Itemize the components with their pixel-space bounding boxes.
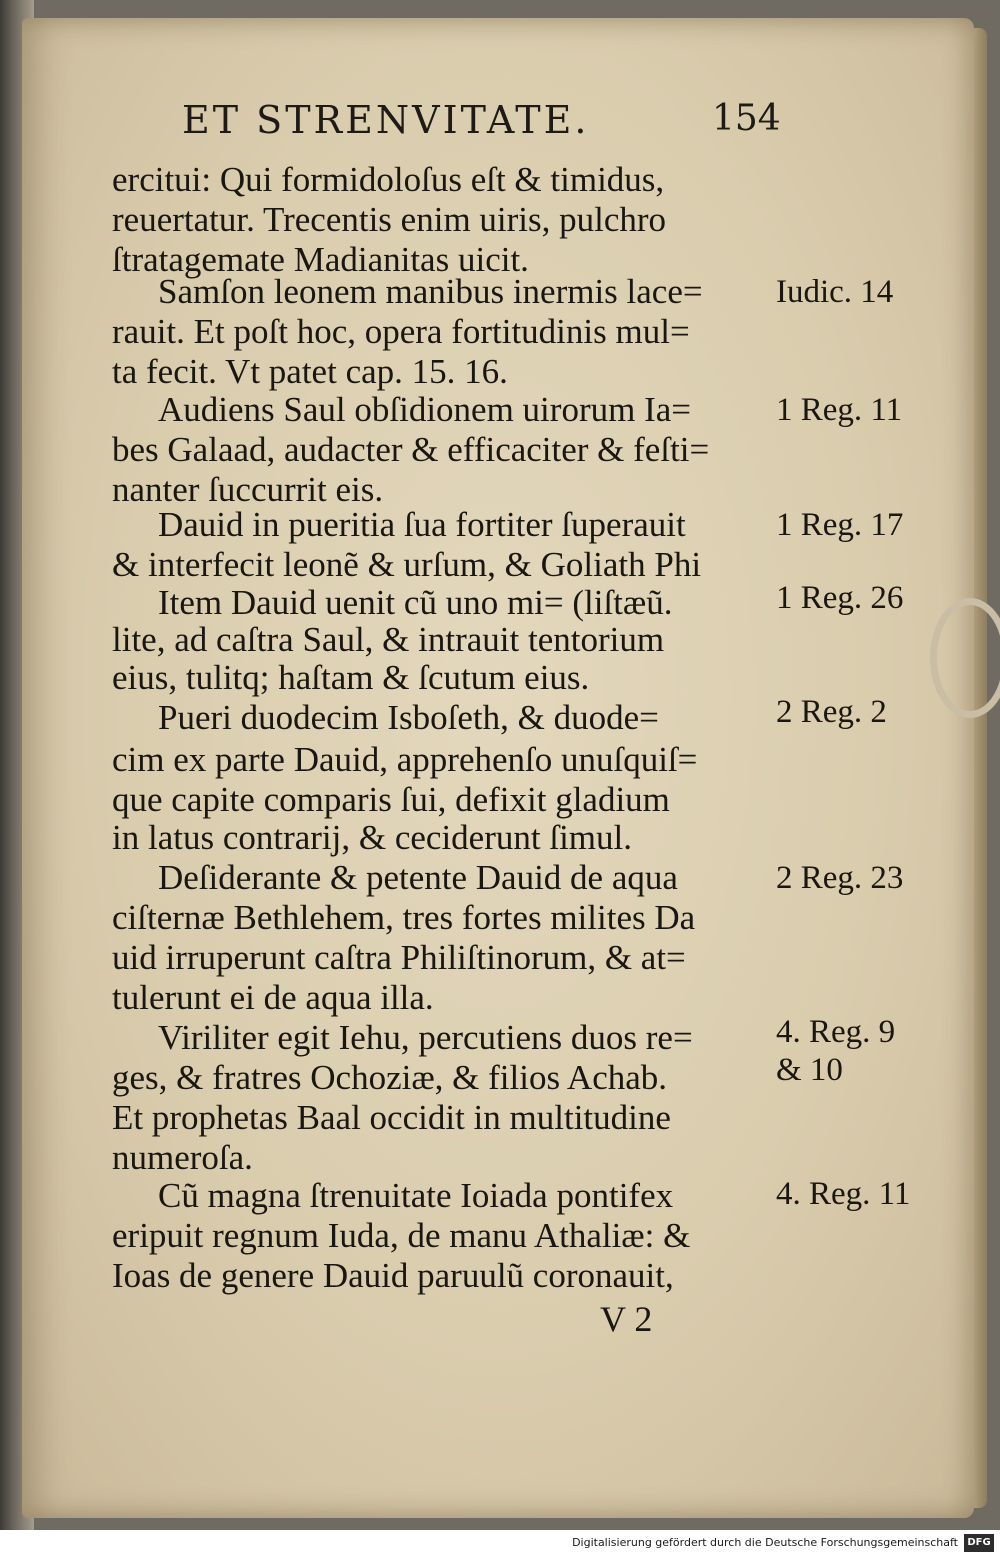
text-line: Cũ magna ſtrenuitate Ioiada pontifex bbox=[158, 1176, 674, 1215]
marginal-note: 1 Reg. 17 bbox=[776, 507, 904, 543]
text-line: Deſiderante & petente Dauid de aqua bbox=[158, 858, 678, 897]
text-line: lite, ad caſtra Saul, & intrauit tentorium bbox=[112, 620, 665, 659]
text-line: numeroſa. bbox=[112, 1138, 253, 1177]
text-line: nanter ſuccurrit eis. bbox=[112, 470, 384, 509]
text-line: eius, tulitq; haſtam & ſcutum eius. bbox=[112, 658, 590, 697]
text-line: Samſon leonem manibus inermis lace= bbox=[158, 272, 703, 311]
marginal-note: 1 Reg. 26 bbox=[776, 580, 904, 616]
text-line: Audiens Saul obſidionem uirorum Ia= bbox=[158, 390, 691, 429]
funding-credit: Digitalisierung gefördert durch die Deutsche Forschungsgemeinschaft bbox=[572, 1536, 958, 1549]
running-title: ET STRENVITATE. bbox=[182, 98, 590, 142]
text-line: bes Galaad, audacter & efficaciter & feſti= bbox=[112, 430, 710, 469]
page-number: 154 bbox=[712, 98, 781, 139]
text-line: & interfecit leonẽ & urſum, & Goliath Phi bbox=[112, 545, 702, 584]
marginal-note: 1 Reg. 11 bbox=[776, 392, 903, 428]
text-line: Et prophetas Baal occidit in multitudine bbox=[112, 1098, 671, 1137]
text-line: rauit. Et poſt hoc, opera fortitudinis mul= bbox=[112, 312, 690, 351]
text-line: cim ex parte Dauid, apprehenſo unuſquiſ= bbox=[112, 740, 698, 779]
text-line: Viriliter egit Iehu, percutiens duos re= bbox=[158, 1018, 693, 1057]
signature-mark: V 2 bbox=[600, 1299, 653, 1339]
text-line: eripuit regnum Iuda, de manu Athaliæ: & bbox=[112, 1216, 691, 1255]
text-line: Dauid in pueritia ſua fortiter ſuperauit bbox=[158, 505, 686, 544]
text-line: reuertatur. Trecentis enim uiris, pulchro bbox=[112, 200, 667, 239]
text-line: tulerunt ei de aqua illa. bbox=[112, 978, 434, 1017]
text-line: ges, & fratres Ochoziæ, & filios Achab. bbox=[112, 1058, 668, 1097]
text-line: uid irruperunt caſtra Philiſtinorum, & at= bbox=[112, 938, 686, 977]
text-line: Pueri duodecim Isboſeth, & duode= bbox=[158, 698, 659, 737]
marginal-note: 4. Reg. 11 bbox=[776, 1176, 911, 1212]
dfg-logo: DFG bbox=[964, 1534, 994, 1552]
text-line: Ioas de genere Dauid paruulũ coronauit, bbox=[112, 1256, 674, 1295]
marginal-note: 2 Reg. 23 bbox=[776, 860, 904, 896]
text-line: ercitui: Qui formidoloſus eſt & timidus, bbox=[112, 160, 665, 199]
text-line: que capite comparis ſui, defixit gladium bbox=[112, 780, 670, 819]
text-line: Item Dauid uenit cũ uno mi= (liſtæũ. bbox=[158, 583, 673, 622]
marginal-note: Iudic. 14 bbox=[776, 274, 894, 310]
text-line: ta fecit. Vt patet cap. 15. 16. bbox=[112, 352, 508, 391]
marginal-note: 4. Reg. 9 bbox=[776, 1014, 896, 1050]
running-header bbox=[182, 98, 782, 154]
digitization-footer bbox=[0, 1530, 1000, 1558]
marginal-note: & 10 bbox=[776, 1052, 843, 1088]
text-line: ciſternæ Bethlehem, tres fortes milites Da bbox=[112, 898, 696, 937]
text-line: ſtratagemate Madianitas uicit. bbox=[112, 240, 529, 279]
marginal-note: 2 Reg. 2 bbox=[776, 694, 887, 730]
text-line: in latus contrarij, & ceciderunt ſimul. bbox=[112, 818, 632, 857]
